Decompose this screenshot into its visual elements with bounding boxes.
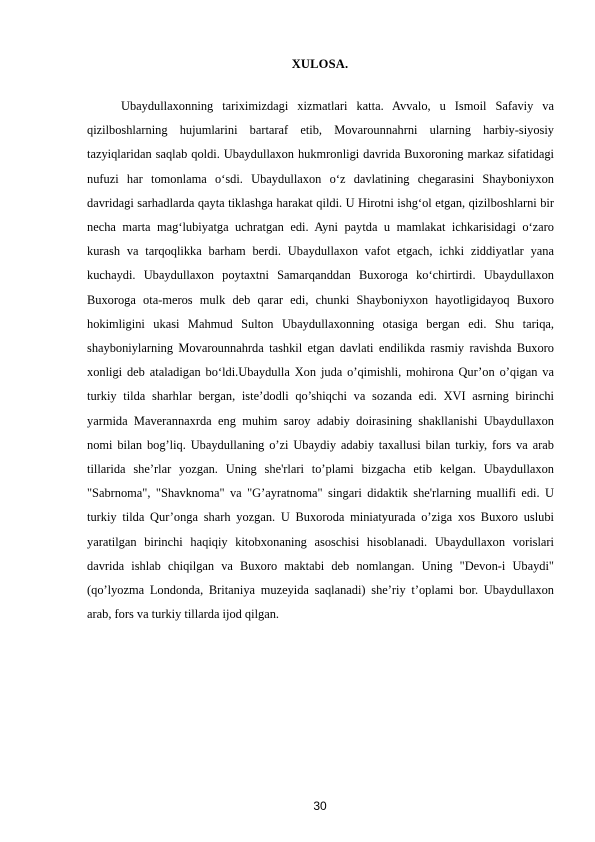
body-paragraph: Ubaydullaxonning tariximizdagi xizmatlari katta. Avvalo, u Ismoil Safaviy va qizilboshlarning hujumlarini bartaraf etib, Movarounnahrni ularning harbiy-siyosiy tazyiqlaridan saqlab qoldi. Ubaydullaxon hukmronligi davrida Buxoroning markaz sifatidagi nufuzi har tomonlama o‘sdi. Ubaydullaxon o‘z davlatining chegarasini Shayboniyxon davridagi sarhadlarda qayta tiklashga harakat qildi. U Hirotni ishg‘ol etgan, qizilboshlarni bir necha marta mag‘lubiyatga uchratgan edi. Ayni paytda u mamlakat ichkarisidagi o‘zaro kurash va tarqoqlikka barham berdi. Ubaydullaxon vafot etgach, ichki ziddiyatlar yana kuchaydi. Ubaydullaxon poytaxtni Samarqanddan Buxoroga ko‘chirtirdi. Ubaydullaxon Buxoroga ota-meros mulk deb qarar edi, chunki Shayboniyxon hayotligidayoq Buxoro hokimligini ukasi Mahmud Sulton Ubaydullaxonning otasiga bergan edi. Shu tariqa, shayboniylarning Movarounnahrda tashkil etgan davlati endilikda rasmiy ravishda Buxoro xonligi deb ataladigan bo‘ldi.Ubaydulla Xon juda o’qimishli, mohirona Qur’on o’qigan va turkiy tilda sharhlar bergan, iste’dodli qo’shiqchi va sozanda edi. XVI asrning birinchi yarmida Maverannaxrda eng muhim saroy adabiy doirasining shakllanishi Ubaydullaxon nomi bilan bog’liq. Ubaydullaning o’zi Ubaydiy adabiy taxallusi bilan turkiy, fors va arab tillarida she’rlar yozgan. Uning she'rlari to’plami bizgacha etib kelgan. Ubaydullaxon "Sabrnoma", "Shavknoma" va "G’ayratnoma" singari didaktik she'rlarning muallifi edi. U turkiy tilda Qur’onga sharh yozgan. U Buxoroda miniatyurada o’ziga xos Buxoro uslubi yaratilgan birinchi haqiqiy kitobxonaning asoschisi hisoblanadi. Ubaydullaxon vorislari davrida ishlab chiqilgan va Buxoro maktabi deb nomlangan. Uning "Devon-i Ubaydi" (qo’lyozma Londonda, Britaniya muzeyida saqlanadi) she’riy t’oplami bor. Ubaydullaxon arab, fors va turkiy tillarda ijod qilgan. [87, 99, 554, 622]
page-number: 30 [313, 799, 327, 813]
page-title: XULOSA. [291, 57, 349, 71]
